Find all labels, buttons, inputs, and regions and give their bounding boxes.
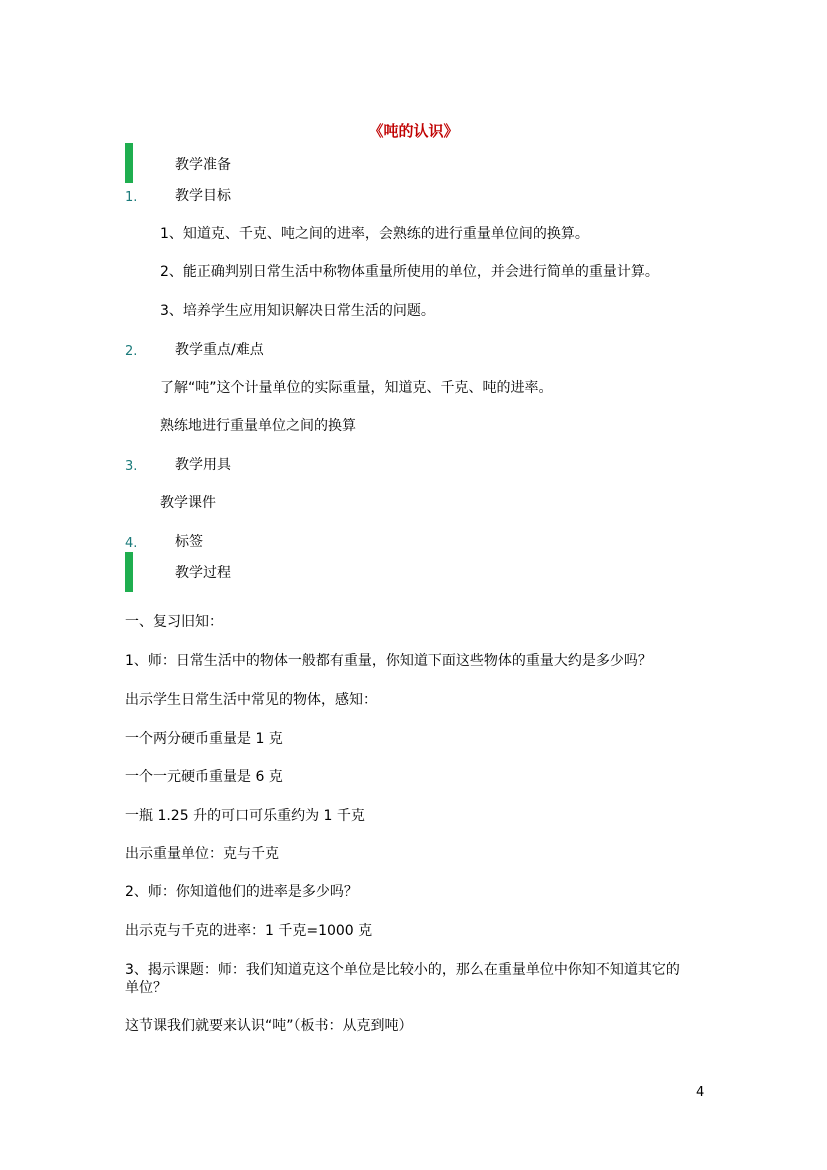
process-line: 2、师：你知道他们的进率是多少吗？: [125, 884, 358, 900]
section-heading-prep: 教学准备: [175, 157, 231, 173]
item-number: 3.: [125, 459, 138, 474]
process-line: 一个两分硬币重量是 1 克: [125, 731, 283, 747]
process-line: 出示克与千克的进率：1 千克=1000 克: [125, 923, 373, 939]
process-line: 单位？: [125, 980, 167, 996]
item-label: 教学目标: [175, 188, 231, 204]
process-line: 出示重量单位：克与千克: [125, 846, 279, 862]
process-line: 一个一元硬币重量是 6 克: [125, 769, 283, 785]
key-point-line: 了解“吨”这个计量单位的实际重量，知道克、千克、吨的进率。: [160, 380, 553, 396]
goal-line: 3、培养学生应用知识解决日常生活的问题。: [160, 303, 435, 319]
item-number: 4.: [125, 536, 138, 551]
process-line: 一、复习旧知：: [125, 614, 223, 630]
process-line: 这节课我们就要来认识“吨”（板书：从克到吨）: [125, 1018, 413, 1034]
key-point-line: 熟练地进行重量单位之间的换算: [160, 418, 356, 434]
section-heading-process: 教学过程: [175, 565, 231, 581]
process-line: 3、揭示课题：师：我们知道克这个单位是比较小的，那么在重量单位中你知不知道其它的: [125, 962, 680, 978]
item-label: 教学用具: [175, 457, 231, 473]
item-number: 1.: [125, 190, 138, 205]
page-title: 《吨的认识》: [368, 122, 459, 140]
process-line: 一瓶 1.25 升的可口可乐重约为 1 千克: [125, 808, 365, 824]
process-line: 出示学生日常生活中常见的物体，感知：: [125, 692, 377, 708]
goal-line: 1、知道克、千克、吨之间的进率，会熟练的进行重量单位间的换算。: [160, 226, 589, 242]
item-number: 2.: [125, 344, 138, 359]
item-label: 教学重点/难点: [175, 342, 264, 358]
section-marker: [125, 143, 133, 183]
tools-text: 教学课件: [160, 495, 216, 511]
goal-line: 2、能正确判别日常生活中称物体重量所使用的单位，并会进行简单的重量计算。: [160, 264, 659, 280]
page-number: 4: [696, 1085, 705, 1100]
item-label: 标签: [175, 534, 203, 550]
section-marker: [125, 552, 133, 592]
process-line: 1、师：日常生活中的物体一般都有重量，你知道下面这些物体的重量大约是多少吗？: [125, 653, 652, 669]
